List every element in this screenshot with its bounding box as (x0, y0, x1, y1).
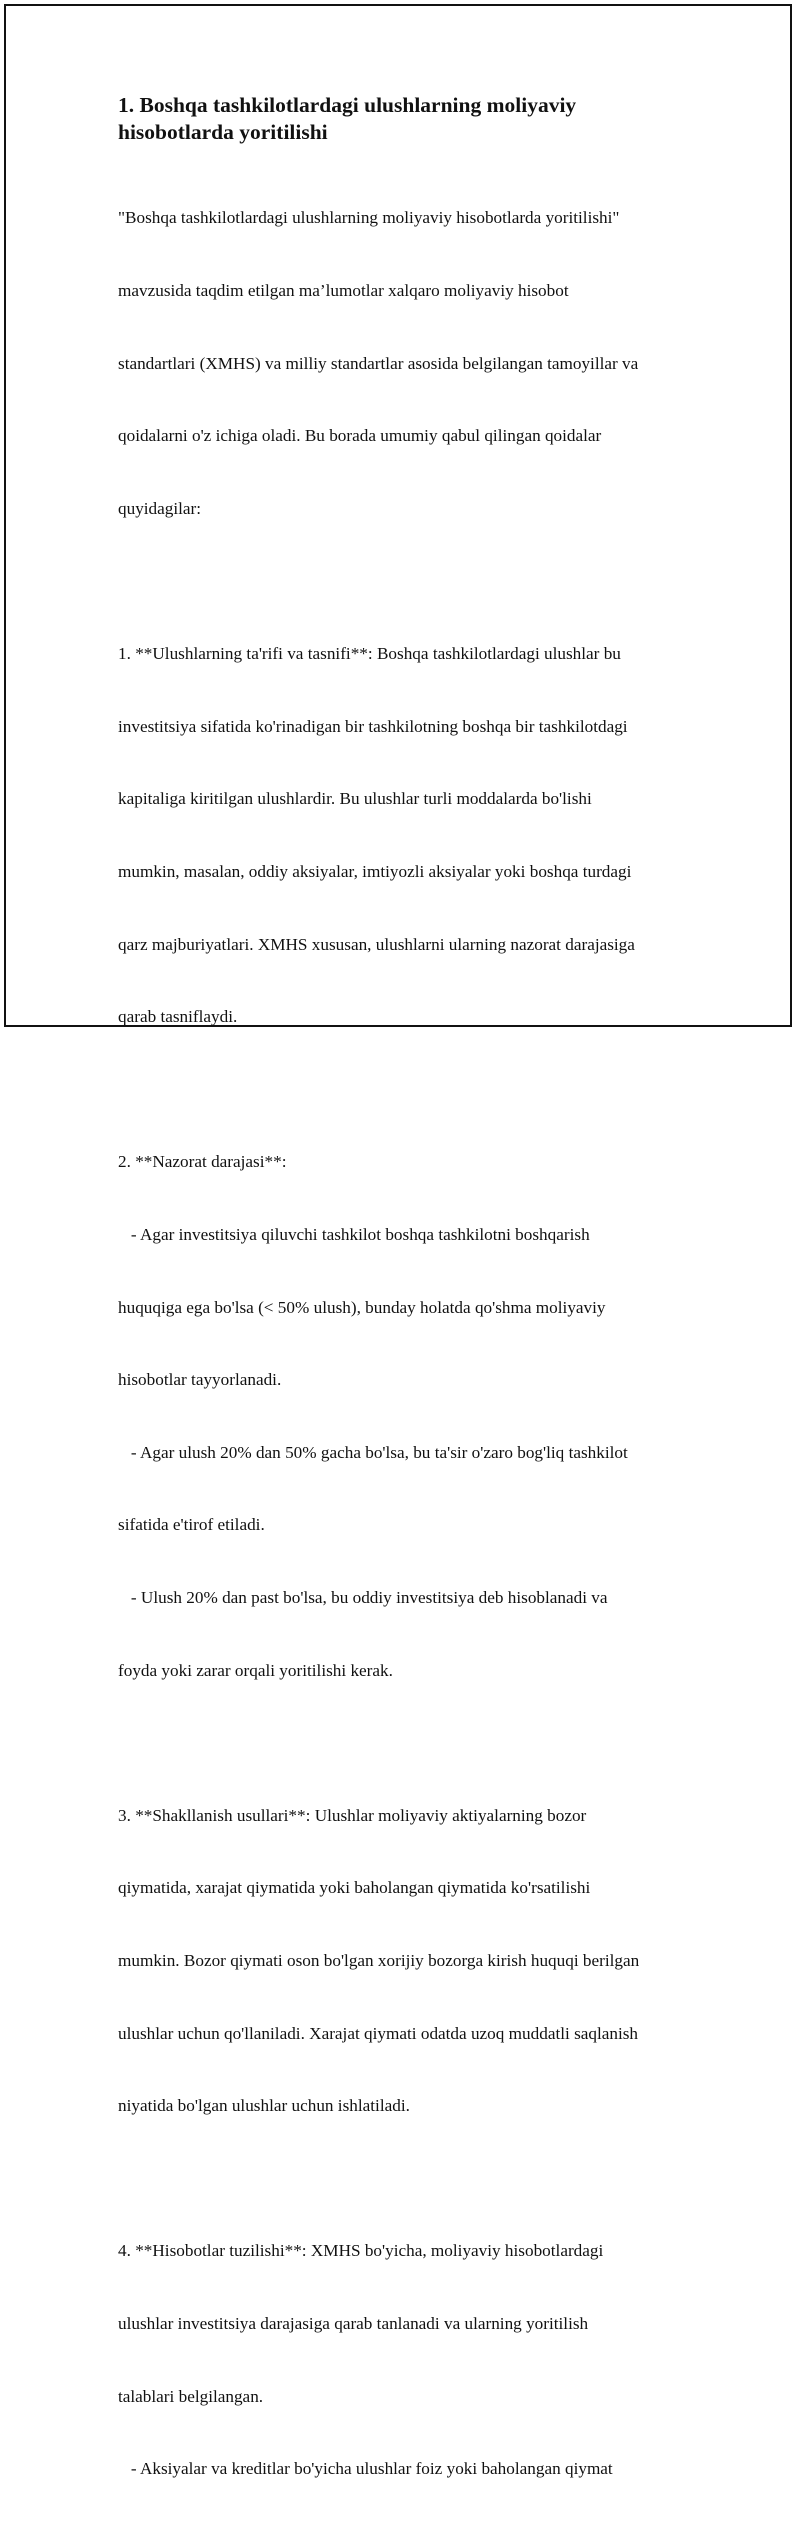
blank-line (118, 2167, 688, 2191)
text-line: "Boshqa tashkilotlardagi ulushlarning moliyaviy hisobotlarda yoritilishi" (118, 208, 620, 228)
text-line: qarz majburiyatlari. XMHS xususan, ulushlarni ularning nazorat darajasiga (118, 934, 635, 954)
text-line: ulushlar investitsiya darajasiga qarab tanlanadi va ularning yoritilish (118, 2314, 589, 2334)
text-line: kapitaliga kiritilgan ulushlardir. Bu ulushlar turli moddalarda bo'lishi (118, 789, 592, 809)
blank-line (118, 1078, 688, 1102)
document-content (118, 92, 688, 2530)
text-line: quyidagilar: (118, 498, 202, 518)
text-line: mavzusida taqdim etilgan ma’lumotlar xalqaro moliyaviy hisobot (118, 281, 569, 301)
text-line: talablari belgilangan. (118, 2386, 264, 2406)
text-line: - Aksiyalar va kreditlar bo'yicha ulushlar foiz yoki baholangan qiymat (118, 2459, 613, 2479)
text-line: - Ulush 20% dan past bo'lsa, bu oddiy investitsiya deb hisoblanadi va (118, 1587, 608, 1607)
text-line: foyda yoki zarar orqali yoritilishi kerak. (118, 1660, 393, 1680)
text-line: standartlari (XMHS) va milliy standartlar asosida belgilangan tamoyillar va (118, 353, 639, 373)
text-line: 4. **Hisobotlar tuzilishi**: XMHS bo'yicha, moliyaviy hisobotlardagi (118, 2241, 604, 2261)
text-line: niyatida bo'lgan ulushlar uchun ishlatiladi. (118, 2096, 410, 2116)
text-line: 3. **Shakllanish usullari**: Ulushlar moliyaviy aktiyalarning bozor (118, 1805, 587, 1825)
text-line: sifatida e'tirof etiladi. (118, 1515, 265, 1535)
blank-line (118, 569, 688, 593)
text-line: - Agar ulush 20% dan 50% gacha bo'lsa, bu ta'sir o'zaro bog'liq tashkilot (118, 1442, 628, 1462)
text-line: qiymatida, xarajat qiymatida yoki baholangan qiymatida ko'rsatilishi (118, 1878, 591, 1898)
body-text (118, 158, 688, 2530)
text-line: mumkin. Bozor qiymati oson bo'lgan xorijiy bozorga kirish huquqi berilgan (118, 1951, 640, 1971)
text-line: qarab tasniflaydi. (118, 1007, 238, 1027)
text-line: - Agar investitsiya qiluvchi tashkilot boshqa tashkilotni boshqarish (118, 1224, 590, 1244)
text-line: 1. **Ulushlarning ta'rifi va tasnifi**: Boshqa tashkilotlardagi ulushlar bu (118, 644, 621, 664)
text-line: 2. **Nazorat darajasi**: (118, 1152, 287, 1172)
text-line: investitsiya sifatida ko'rinadigan bir tashkilotning boshqa bir tashkilotdagi (118, 716, 628, 736)
blank-line (118, 1731, 688, 1755)
text-line: hisobotlar tayyorlanadi. (118, 1370, 282, 1390)
text-line: huquqiga ega bo'lsa (< 50% ulush), bunday holatda qo'shma moliyaviy (118, 1297, 606, 1317)
section-heading: 1. Boshqa tashkilotlardagi ulushlarning moliyaviy hisobotlarda yoritilishi (118, 93, 577, 144)
text-line: ulushlar uchun qo'llaniladi. Xarajat qiymati odatda uzoq muddatli saqlanish (118, 2023, 639, 2043)
text-line: mumkin, masalan, oddiy aksiyalar, imtiyozli aksiyalar yoki boshqa turdagi (118, 861, 632, 881)
text-line: qoidalarni o'z ichiga oladi. Bu borada umumiy qabul qilingan qoidalar (118, 426, 602, 446)
